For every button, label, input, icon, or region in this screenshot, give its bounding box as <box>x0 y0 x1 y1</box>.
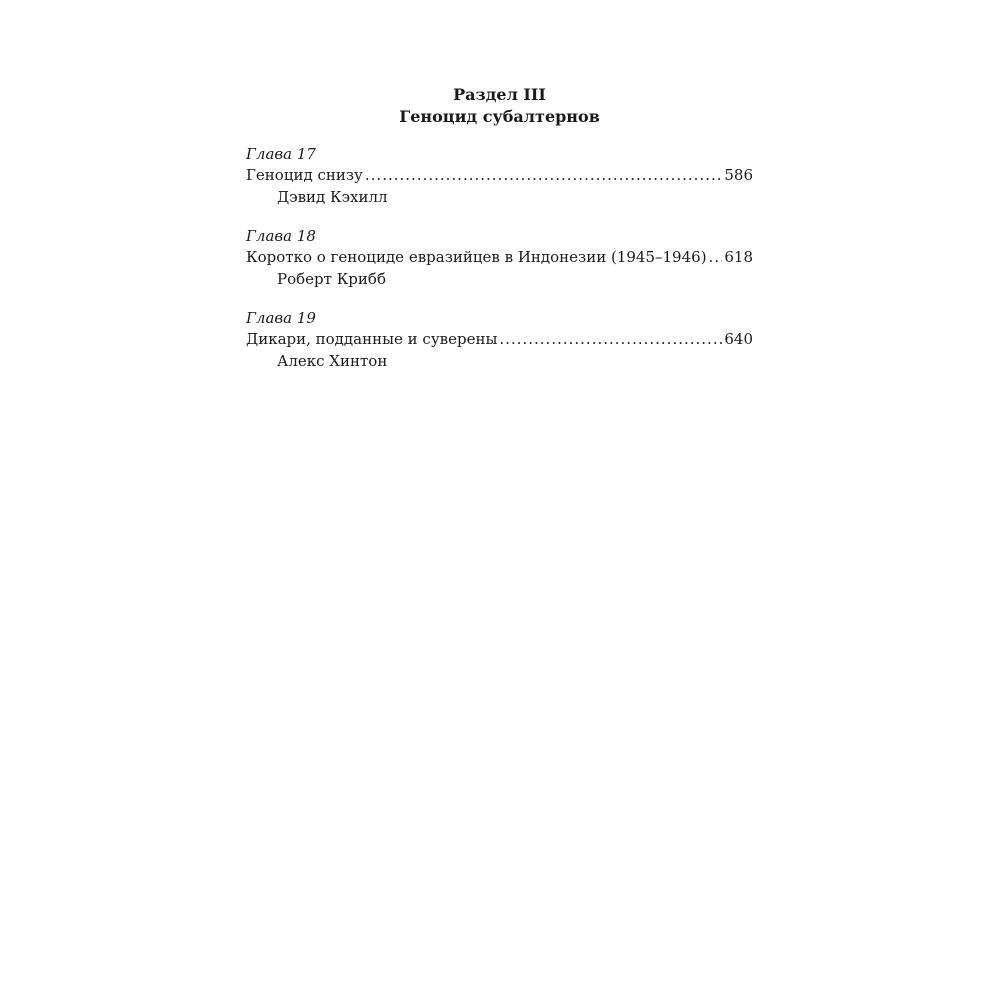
section-title: Геноцид субалтернов <box>399 107 600 126</box>
chapter-author: Роберт Крибб <box>277 270 386 288</box>
page-number: 640 <box>724 330 753 348</box>
page-number: 618 <box>724 248 753 266</box>
chapter-entry <box>246 226 753 290</box>
toc-entry-line <box>246 328 753 350</box>
dot-leader <box>709 246 723 268</box>
chapter-title: Геноцид снизу <box>246 166 363 184</box>
chapter-label: Глава 19 <box>246 309 316 327</box>
chapter-list <box>246 144 753 372</box>
chapter-label: Глава 18 <box>246 227 316 245</box>
page-number: 586 <box>724 166 753 184</box>
dot-leader <box>365 164 722 186</box>
chapter-author: Дэвид Кэхилл <box>277 188 388 206</box>
chapter-author: Алекс Хинтон <box>277 352 388 370</box>
chapter-entry <box>246 144 753 208</box>
table-of-contents-page <box>246 84 753 390</box>
dot-leader <box>499 328 722 350</box>
chapter-title: Коротко о геноциде евразийцев в Индонезии (1945–1946) <box>246 248 707 266</box>
chapter-label: Глава 17 <box>246 145 316 163</box>
toc-entry-line <box>246 246 753 268</box>
section-heading <box>246 84 753 128</box>
chapter-title: Дикари, подданные и суверены <box>246 330 498 348</box>
toc-entry-line <box>246 164 753 186</box>
chapter-entry <box>246 308 753 372</box>
section-label: Раздел III <box>453 85 546 104</box>
